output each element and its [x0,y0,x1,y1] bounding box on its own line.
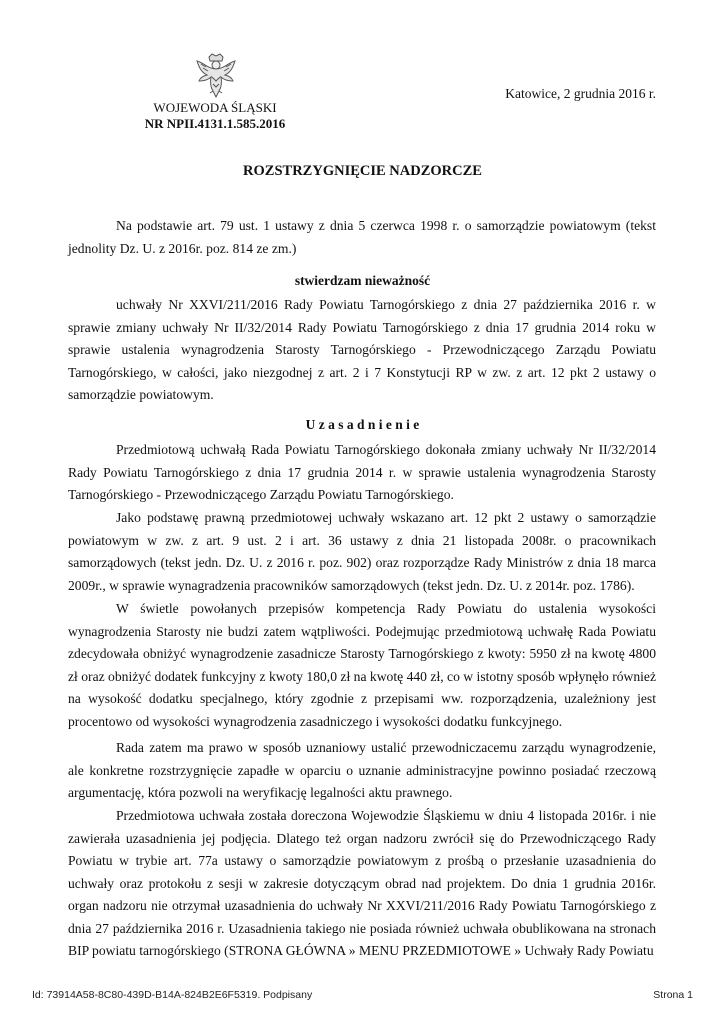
place-date: Katowice, 2 grudnia 2016 r. [505,86,656,101]
justification-paragraph-1: Przedmiotową uchwałą Rada Powiatu Tarnogórskiego dokonała zmiany uchwały Nr II/32/2014 Rady Powiatu Tarnogórskiego z dnia 17 grudnia 2014 r. w sprawie ustalenia wynagrodzenia Starosty Tarnogórskiego - Przewodniczącego Zarządu Powiatu Tarnogórskiego. [68,442,656,502]
case-number: NR NPII.4131.1.585.2016 [144,116,286,131]
justification-paragraph-5: Przedmiotowa uchwała została doreczona Wojewodzie Śląskiemu w dniu 4 listopada 2016r. i nie zawierała uzasadnienia jej podjęcia. Dlatego też organ nadzoru zwrócił się do Przewodniczącego Rady Powiatu w trybie art. 77a ustawy o samorządzie powiatowym z prośbą o przesłanie uzasadnienia do uchwały oraz protokołu z sesji w zakresie dotyczącym obrad nad projektem. Do dnia 1 grudnia 2016r. organ nadzoru nie otrzymał uzasadnienia do uchwały Nr XXVI/211/2016 Rady Powiatu Tarnogórskiego z dnia 27 października 2016 r. Uzasadnienia takiego nie posiada również uchwała obublikowana na stronach BIP powiatu tarnogórskiego (STRONA GŁÓWNA » MENU PRZEDMIOTOWE » Uchwały Rady Powiatu [68,808,656,958]
document-id: Id: 73914A58-8C80-439D-B14A-824B2E6F5319. Podpisany [32,989,313,1001]
decision-heading: stwierdzam nieważność [294,273,431,288]
decision-paragraph: uchwały Nr XXVI/211/2016 Rady Powiatu Tarnogórskiego z dnia 27 października 2016 r. w sprawie zmiany uchwały Nr II/32/2014 Rady Powiatu Tarnogórskiego z dnia 17 grudnia 2014 roku w sprawie ustalenia wynagrodzenia Starosty Tarnogórskiego - Przewodniczącego Zarządu Powiatu Tarnogórskiego, w całości, jako niezgodnej z art. 2 i 7 Konstytucji RP w zw. z art. 12 pkt 2 ustawy o samorządzie powiatowym. [68,297,656,402]
page-number: Strona 1 [653,989,693,1001]
issuer-name: WOJEWODA ŚLĄSKI [153,100,277,115]
justification-paragraph-4: Rada zatem ma prawo w sposób uznaniowy ustalić przewodniczacemu zarządu wynagrodzenie, ale konkretne rozstrzygnięcie zapadłe w oparciu o uznanie administracyjne powinno posiadać rzeczową argumentację, która pozwoli na weryfikację legalności aktu prawnego. [68,740,656,800]
justification-paragraph-2: Jako podstawę prawną przedmiotowej uchwały wskazano art. 12 pkt 2 ustawy o samorządzie powiatowym w zw. z art. 9 ust. 2 i art. 36 ustawy z dnia 21 listopada 2008r. o pracownikach samorządowych (tekst jedn. Dz. U. z 2016 r. poz. 902) oraz rozporządze Rady Ministrów z dnia 18 marca 2009r., w sprawie wynagradzenia pracowników samorządowych (tekst jedn. Dz. U. z 2014r. poz. 1786). [68,510,656,593]
legal-basis-paragraph: Na podstawie art. 79 ust. 1 ustawy z dnia 5 czerwca 1998 r. o samorządzie powiatowym (tekst jednolity Dz. U. z 2016r. poz. 814 ze zm.) [68,218,656,256]
justification-heading: U z a s a d n i e n i e [305,417,420,432]
document-title: ROZSTRZYGNIĘCIE NADZORCZE [243,163,482,179]
justification-paragraph-3: W świetle powołanych przepisów kompetencja Rady Powiatu do ustalenia wysokości wynagrodzenia Starosty nie budzi zatem wątpliwości. Podejmując przedmiotową uchwałę Rada Powiatu zdecydowała obniżyć wynagrodzenie zasadnicze Starosty Tarnogórskiego z kwoty: 5950 zł na kwotę 4800 zł oraz obniżyć dodatek funkcyjny z kwoty 180,0 zł na kwotę 440 zł, co w istotny sposób wpłynęło również na wysokość dodatku specjalnego, który zgodnie z przepisami ww. rozporządzenia, uzależniony jest procentowo od wysokości wynagrodzenia zasadniczego i wysokości dodatku funkcyjnego. [68,601,656,729]
polish-eagle-emblem-icon [195,53,237,99]
